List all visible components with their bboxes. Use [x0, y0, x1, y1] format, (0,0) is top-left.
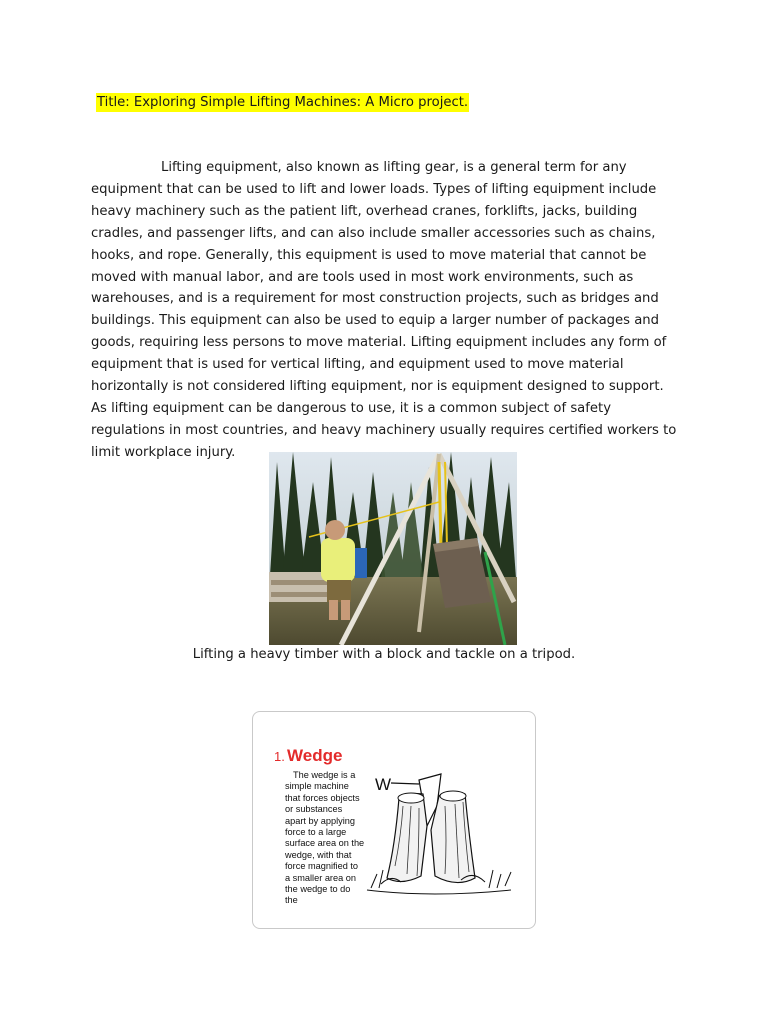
tripod-lifting-photo [269, 452, 517, 645]
wedge-figure-label: W [375, 775, 392, 794]
document-title: Title: Exploring Simple Lifting Machines: A Micro project. [97, 95, 469, 110]
photo-caption: Lifting a heavy timber with a block and tackle on a tripod. [192, 647, 576, 662]
wedge-heading: Wedge [287, 746, 343, 765]
wedge-description: The wedge is a simple machine that forces objects or substances apart by applying force to a large surface area on the wedge, with that force magnified to a smaller area on the wedge to do the [285, 770, 365, 906]
wedge-stump-illustration [361, 766, 531, 916]
intro-paragraph: Lifting equipment, also known as lifting gear, is a general term for any equipment that can be used to lift and lower loads. Types of lifting equipment include heavy machinery such as the patient lift, overhead cranes, forklifts, jacks, building cradles, and passenger lifts, and can also include smaller accessories such as chains, hooks, and rope. Generally, this equipment is used to move material that cannot be moved with manual labor, and are tools used in most work environments, such as warehouses, and is a requirement for most construction projects, such as bridges and buildings. This equipment can also be used to equip a larger number of packages and goods, requiring less persons to move material. Lifting equipment includes any form of equipment that is used for vertical lifting, and equipment used to move material horizontally is not considered lifting equipment, nor is equipment designed to support. As lifting equipment can be dangerous to use, it is a common subject of safety regulations in most countries, and heavy machinery usually requires certified workers to limit workplace injury. [91, 160, 677, 460]
wedge-slide-card [252, 711, 536, 929]
wedge-number: 1. [274, 749, 285, 764]
